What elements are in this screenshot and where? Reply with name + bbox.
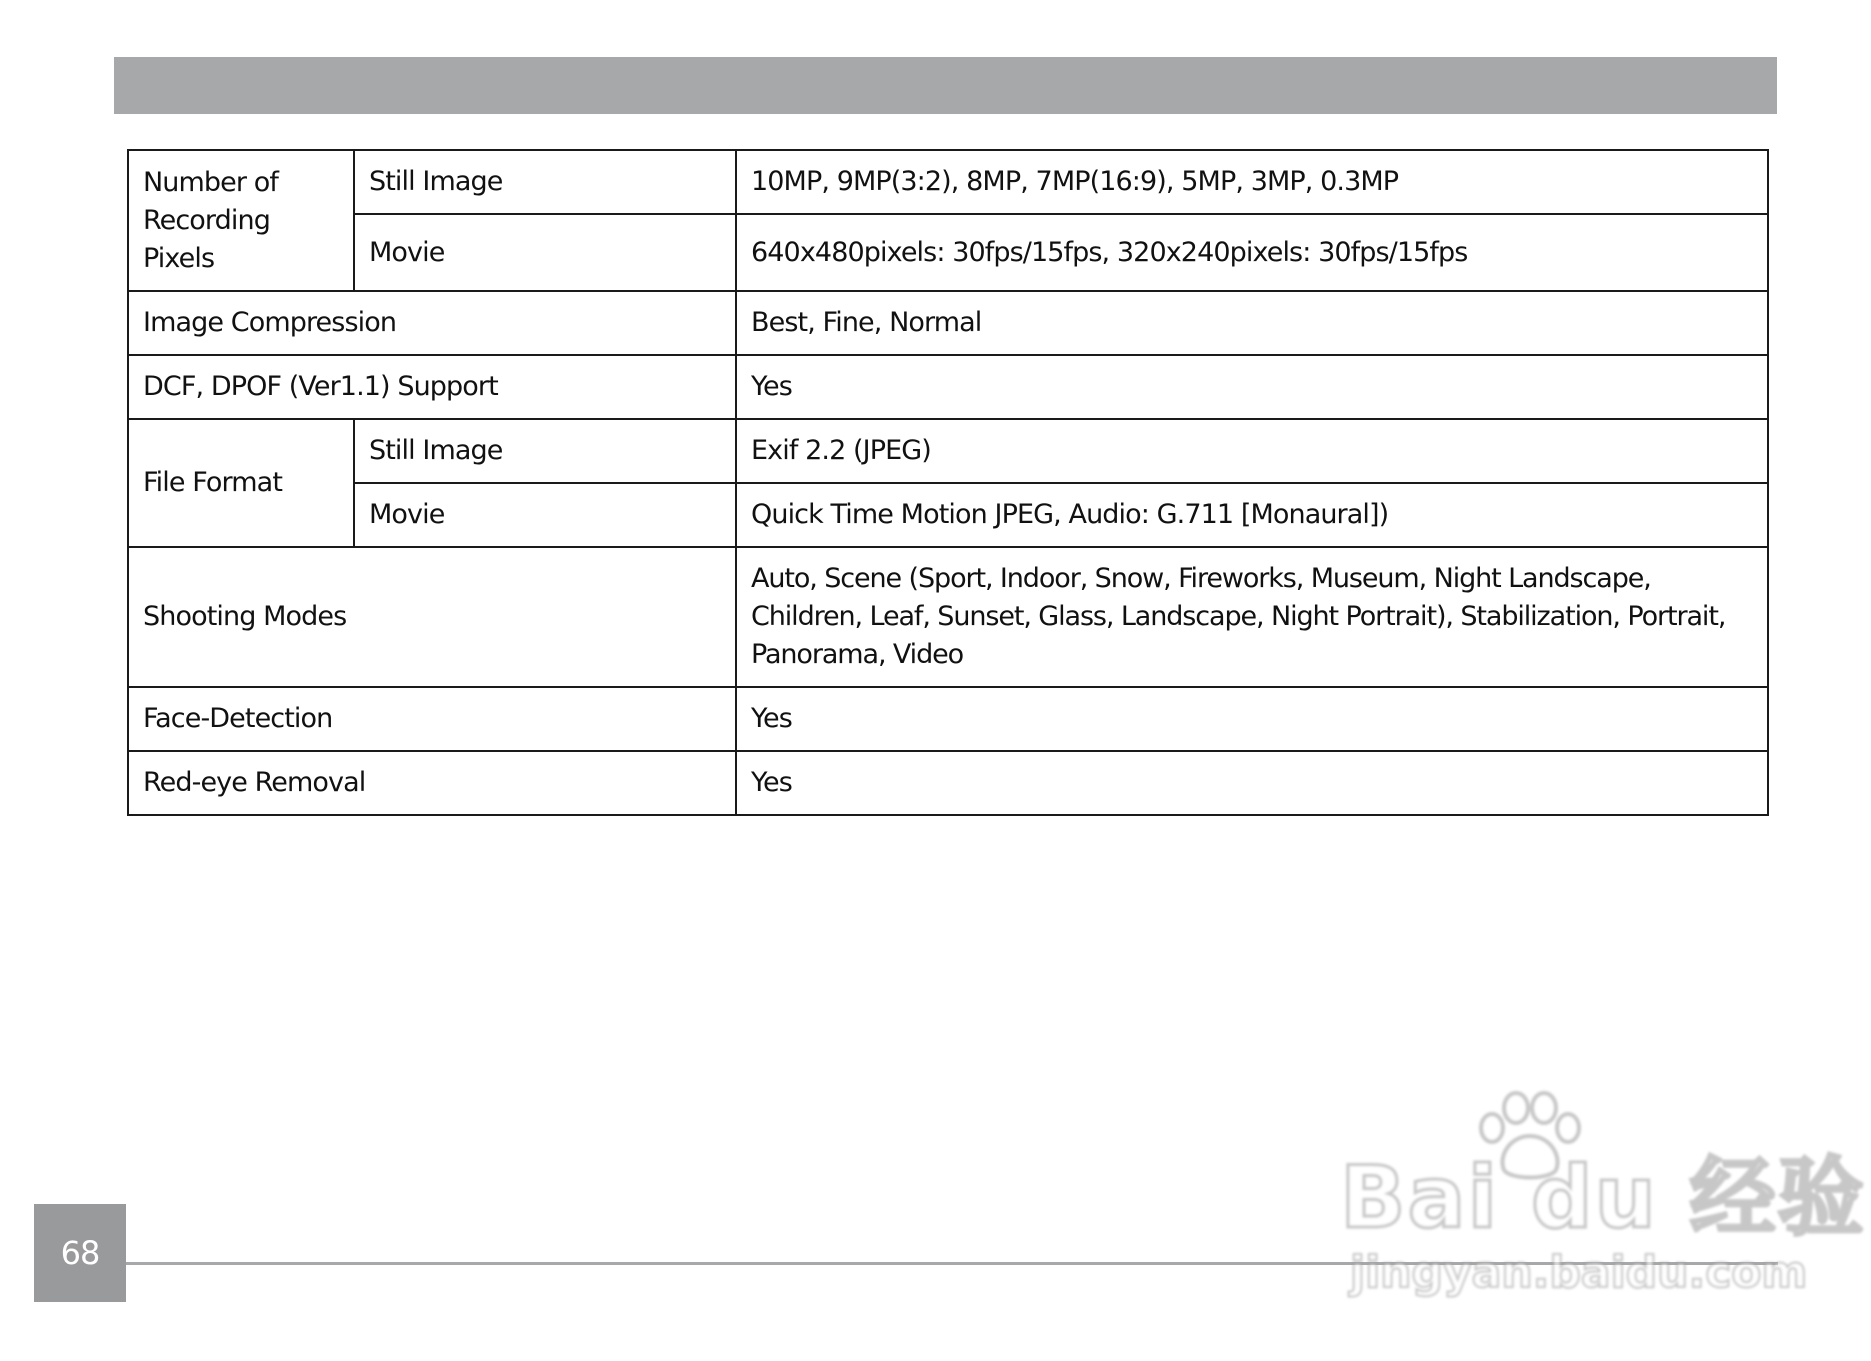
file-format-movie-value: Quick Time Motion JPEG, Audio: G.711 [Monaural]) xyxy=(736,483,1768,547)
face-detection-label: Face-Detection xyxy=(128,687,736,751)
file-format-label: File Format xyxy=(128,419,354,547)
image-compression-value: Best, Fine, Normal xyxy=(736,291,1768,355)
red-eye-removal-value: Yes xyxy=(736,751,1768,815)
table-row xyxy=(128,547,1768,687)
still-image-label: Still Image xyxy=(354,150,736,214)
file-format-still-value: Exif 2.2 (JPEG) xyxy=(736,419,1768,483)
still-image-pixels-value: 10MP, 9MP(3:2), 8MP, 7MP(16:9), 5MP, 3MP, 0.3MP xyxy=(736,150,1768,214)
num-pixels-label: Number of Recording Pixels xyxy=(128,150,354,291)
dcf-dpof-label: DCF, DPOF (Ver1.1) Support xyxy=(128,355,736,419)
header-bar xyxy=(114,57,1777,114)
table-row xyxy=(128,483,1768,547)
table-row xyxy=(128,419,1768,483)
table-row xyxy=(128,751,1768,815)
table-row xyxy=(128,214,1768,291)
table-row xyxy=(128,150,1768,214)
red-eye-removal-label: Red-eye Removal xyxy=(128,751,736,815)
table-row xyxy=(128,687,1768,751)
file-format-movie-label: Movie xyxy=(354,483,736,547)
specifications-table xyxy=(127,149,1769,816)
face-detection-value: Yes xyxy=(736,687,1768,751)
watermark-url: jingyan.baidu.com xyxy=(1350,1247,1808,1298)
movie-pixels-value: 640x480pixels: 30fps/15fps, 320x240pixels: 30fps/15fps xyxy=(736,214,1768,291)
image-compression-label: Image Compression xyxy=(128,291,736,355)
table-row xyxy=(128,355,1768,419)
shooting-modes-value: Auto, Scene (Sport, Indoor, Snow, Fireworks, Museum, Night Landscape, Children, Leaf, Sunset, Glass, Landscape, Night Portrait), Stabilization, Portrait, Panorama, Video xyxy=(736,547,1768,687)
page-number: 68 xyxy=(34,1204,126,1302)
dcf-dpof-value: Yes xyxy=(736,355,1768,419)
baidu-jingyan-watermark xyxy=(1340,1090,1866,1310)
watermark-brand: Bai du 经验 xyxy=(1340,1148,1866,1248)
table-row xyxy=(128,291,1768,355)
movie-label: Movie xyxy=(354,214,736,291)
file-format-still-label: Still Image xyxy=(354,419,736,483)
shooting-modes-label: Shooting Modes xyxy=(128,547,736,687)
